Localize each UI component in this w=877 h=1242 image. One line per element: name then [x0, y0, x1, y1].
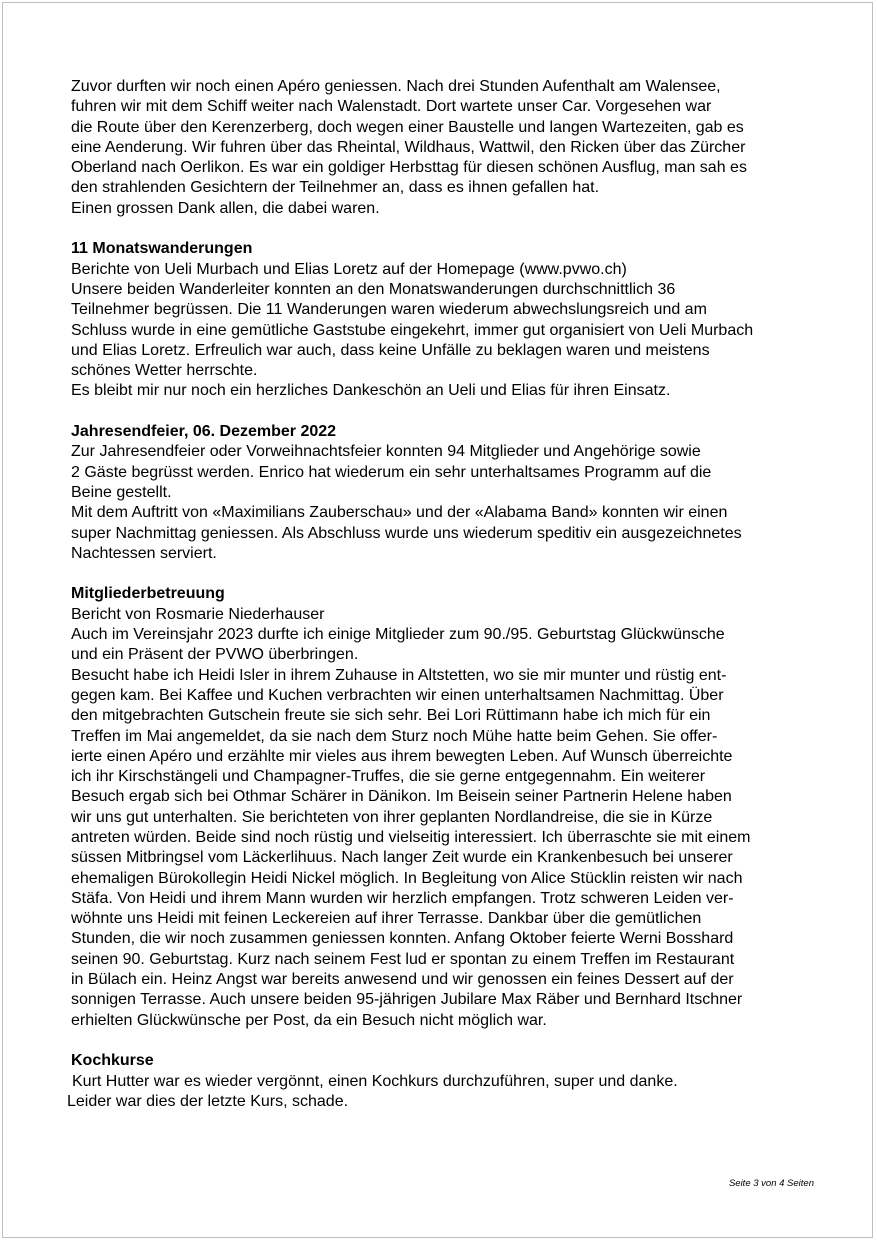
text-line: Einen grossen Dank allen, die dabei waren. — [71, 199, 380, 217]
intro-paragraph — [71, 77, 841, 219]
text-line: süssen Mitbringsel vom Läckerlihuus. Nach langer Zeit wurde ein Krankenbesuch bei unserer — [71, 849, 733, 867]
section-heading: Jahresendfeier, 06. Dezember 2022 — [71, 423, 337, 441]
section-heading: Kochkurse — [71, 1052, 154, 1070]
section-monatswanderungen — [71, 239, 841, 401]
text-line: super Nachmittag geniessen. Als Abschluss wurde uns wiederum speditiv ein ausgezeichnetes — [71, 524, 742, 542]
text-line: Zur Jahresendfeier oder Vorweihnachtsfeier konnten 94 Mitglieder und Angehörige sowie — [71, 443, 701, 461]
text-line: eine Aenderung. Wir fuhren über das Rheintal, Wildhaus, Wattwil, den Ricken über das Zürcher — [71, 138, 746, 156]
section-gap — [71, 402, 841, 422]
text-line: wir uns gut unterhalten. Sie berichteten von ihrer geplanten Nordlandreise, die sie in Kürze — [71, 808, 713, 826]
text-line: Stäfa. Von Heidi und ihrem Mann wurden wir herzlich empfangen. Trotz schweren Leiden ver- — [71, 889, 734, 907]
text-line: die Route über den Kerenzerberg, doch wegen einer Baustelle und langen Wartezeiten, gab es — [71, 118, 744, 136]
text-line: Beine gestellt. — [71, 483, 172, 501]
text-line: 2 Gäste begrüsst werden. Enrico hat wiederum ein sehr unterhaltsames Programm auf die — [71, 463, 712, 481]
text-line: Bericht von Rosmarie Niederhauser — [71, 605, 325, 623]
text-line: ehemaligen Bürokollegin Heidi Nickel möglich. In Begleitung von Alice Stücklin reisten wir nach — [71, 869, 743, 887]
section-kochkurse — [67, 1051, 841, 1112]
page-number-footer: Seite 3 von 4 Seiten — [728, 1178, 814, 1189]
text-line: sonnigen Terrasse. Auch unsere beiden 95-jährigen Jubilare Max Räber und Bernhard Itschner — [71, 991, 743, 1009]
text-line: Besuch ergab sich bei Othmar Schärer in Dänikon. Im Beisein seiner Partnerin Helene haben — [71, 788, 732, 806]
text-line: den mitgebrachten Gutschein freute sie sich sehr. Bei Lori Rüttimann habe ich mich für ein — [71, 707, 711, 725]
text-line: schönes Wetter herrschte. — [71, 362, 258, 380]
text-line: Berichte von Ueli Murbach und Elias Loretz auf der Homepage (www.pvwo.ch) — [71, 260, 627, 278]
text-line: gegen kam. Bei Kaffee und Kuchen verbrachten wir einen unterhaltsamen Nachmittag. Über — [71, 686, 724, 704]
section-heading: 11 Monatswanderungen — [71, 240, 253, 258]
text-line: wöhnte uns Heidi mit feinen Leckereien auf ihrer Terrasse. Dankbar über die gemütlichen — [71, 910, 702, 928]
text-line: erhielten Glückwünsche per Post, da ein Besuch nicht möglich war. — [71, 1011, 547, 1029]
text-line: Unsere beiden Wanderleiter konnten an den Monatswanderungen durchschnittlich 36 — [71, 280, 676, 298]
text-line: Schluss wurde in eine gemütliche Gaststube eingekehrt, immer gut organisiert von Ueli Murbach — [71, 321, 754, 339]
text-line: Zuvor durften wir noch einen Apéro geniessen. Nach drei Stunden Aufenthalt am Walensee, — [71, 78, 721, 95]
text-line: Kurt Hutter war es wieder vergönnt, einen Kochkurs durchzuführen, super und danke. — [72, 1072, 678, 1090]
text-line: Teilnehmer begrüssen. Die 11 Wanderungen waren wiederum abwechslungsreich und am — [71, 301, 707, 319]
text-line: ierte einen Apéro und erzählte mir vieles aus ihrem bewegten Leben. Auf Wunsch überreichte — [71, 747, 733, 765]
text-line: Treffen im Mai angemeldet, da sie nach dem Sturz noch Mühe hatte beim Gehen. Sie offer- — [71, 727, 718, 745]
text-line: Besucht habe ich Heidi Isler in ihrem Zuhause in Altstetten, wo sie mir munter und rüstig ent- — [71, 666, 727, 684]
document-page — [2, 2, 873, 1238]
text-line: Mit dem Auftritt von «Maximilians Zauberschau» und der «Alabama Band» konnten wir einen — [71, 504, 728, 522]
text-line: fuhren wir mit dem Schiff weiter nach Walenstadt. Dort wartete unser Car. Vorgesehen war — [71, 98, 712, 116]
section-gap — [71, 564, 841, 584]
text-line: Leider war dies der letzte Kurs, schade. — [67, 1092, 349, 1110]
text-line: ich ihr Kirschstängeli und Champagner-Truffes, die sie gerne entgegennahm. Ein weiterer — [71, 768, 706, 786]
section-gap — [71, 1031, 841, 1051]
text-line: Stunden, die wir noch zusammen geniessen konnten. Anfang Oktober feierte Werni Bosshard — [71, 930, 734, 948]
text-line: Es bleibt mir nur noch ein herzliches Dankeschön an Ueli und Elias für ihren Einsatz. — [71, 382, 671, 400]
section-heading: Mitgliederbetreuung — [71, 585, 225, 603]
section-mitgliederbetreuung — [71, 584, 841, 1031]
text-line: Auch im Vereinsjahr 2023 durfte ich einige Mitglieder zum 90./95. Geburtstag Glückwünsche — [71, 626, 725, 644]
text-line: Nachtessen serviert. — [71, 544, 217, 562]
section-gap — [71, 219, 841, 239]
page-content — [67, 77, 841, 1112]
text-line: und ein Präsent der PVWO überbringen. — [71, 646, 359, 664]
section-jahresendfeier — [71, 422, 841, 564]
text-line: antreten würden. Beide sind noch rüstig und vielseitig interessiert. Ich überraschte sie mit einem — [71, 828, 751, 846]
text-line: den strahlenden Gesichtern der Teilnehmer an, dass es ihnen gefallen hat. — [71, 179, 600, 197]
text-line: in Bülach ein. Heinz Angst war bereits anwesend und wir genossen ein feines Dessert auf der — [71, 971, 734, 989]
text-line: Oberland nach Oerlikon. Es war ein goldiger Herbsttag für diesen schönen Ausflug, man sah es — [71, 159, 747, 177]
text-line: seinen 90. Geburtstag. Kurz nach seinem Fest lud er spontan zu einem Treffen im Restaurant — [71, 950, 735, 968]
text-line: und Elias Loretz. Erfreulich war auch, dass keine Unfälle zu beklagen waren und meistens — [71, 341, 710, 359]
